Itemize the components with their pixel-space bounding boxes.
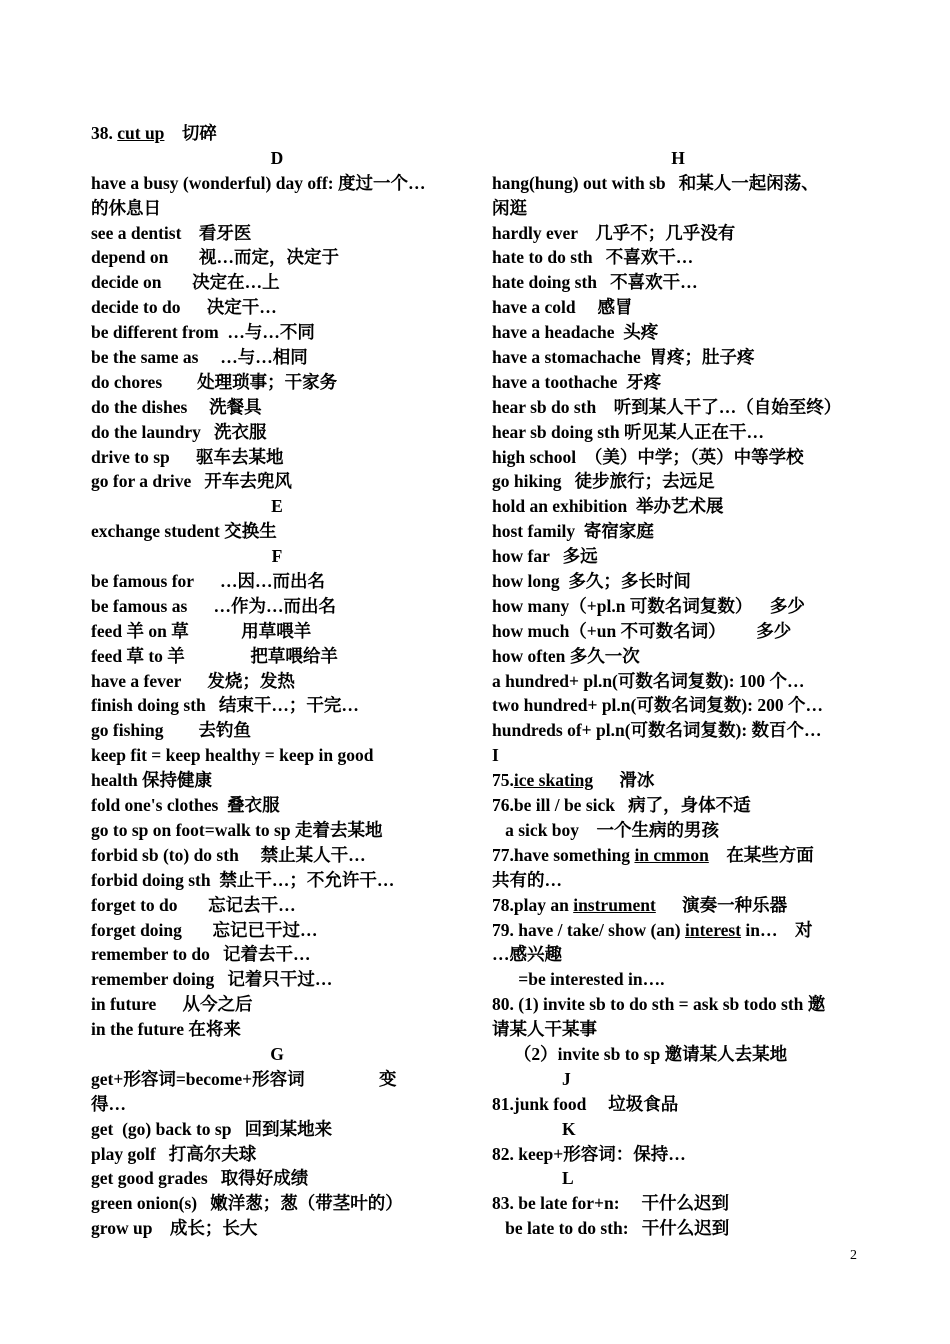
vocab-entry: go for a drive 开车去兜风 <box>91 471 292 492</box>
vocab-entry <box>492 918 864 943</box>
vocab-entry: have a headache 头疼 <box>492 322 659 343</box>
vocab-entry: host family 寄宿家庭 <box>492 521 654 542</box>
vocab-entry: green onion(s) 嫩洋葱；葱（带茎叶的） <box>91 1193 403 1214</box>
vocab-entry: be famous as …作为…而出名 <box>91 595 337 616</box>
vocab-entry: hear sb doing sth 听见某人正在干… <box>492 421 764 442</box>
vocab-entry: go to sp on foot=walk to sp 走着去某地 <box>91 819 383 840</box>
left-column <box>91 121 463 1241</box>
vocab-entry: 的休息日 <box>91 197 161 218</box>
vocab-entry: fold one's clothes 叠衣服 <box>91 795 280 816</box>
vocab-entry: get+形容词=become+形容词 变 <box>91 1068 397 1089</box>
vocab-entry: hold an exhibition 举办艺术展 <box>492 496 724 517</box>
vocab-entry: how often 多久一次 <box>492 645 640 666</box>
underlined-term: ice skating <box>513 770 594 791</box>
vocab-entry: health 保持健康 <box>91 770 213 791</box>
vocab-entry: be famous for …因…而出名 <box>91 571 325 592</box>
vocab-entry: hang(hung) out with sb 和某人一起闲荡、 <box>492 172 819 193</box>
vocab-entry: 得… <box>91 1093 126 1114</box>
entry-text: 38. <box>91 123 118 143</box>
underlined-term: interest <box>685 919 742 940</box>
vocab-entry: hear sb do sth 听到某人干了…（自始至终） <box>492 396 842 417</box>
vocab-entry: have a fever 发烧；发热 <box>91 670 295 691</box>
vocab-entry: 82. keep+形容词：保持… <box>492 1143 686 1164</box>
entry-text: in… 对 <box>741 919 813 940</box>
vocab-entry: high school （美）中学；（英）中等学校 <box>492 446 804 467</box>
vocab-entry: have a busy (wonderful) day off: 度过一个… <box>91 172 426 193</box>
vocab-entry <box>492 843 864 868</box>
vocab-entry: J <box>492 1068 571 1089</box>
vocab-entry <box>492 121 864 146</box>
vocab-entry: L <box>492 1168 574 1189</box>
vocab-entry: go hiking 徒步旅行；去远足 <box>492 471 715 492</box>
entry-text: 切碎 <box>164 123 217 143</box>
vocab-entry: hardly ever 几乎不；几乎没有 <box>492 222 736 243</box>
vocab-entry: 81.junk food 垃圾食品 <box>492 1093 679 1114</box>
right-column <box>492 121 864 1241</box>
vocab-entry <box>91 121 463 146</box>
vocab-entry: see a dentist 看牙医 <box>91 222 252 243</box>
vocab-entry: decide to do 决定干… <box>91 297 277 318</box>
vocab-entry: feed 草 to 羊 把草喂给羊 <box>91 645 338 666</box>
section-heading: D <box>270 147 284 168</box>
vocab-entry: do the dishes 洗餐具 <box>91 396 262 417</box>
underlined-term: cut up <box>117 123 165 143</box>
vocab-entry: remember doing 记着只干过… <box>91 969 333 990</box>
vocab-entry: forbid doing sth 禁止干…；不允许干… <box>91 869 395 890</box>
entry-text: 79. have / take/ show (an) <box>492 919 685 940</box>
underlined-term: instrument <box>573 894 656 915</box>
vocab-entry: go fishing 去钓鱼 <box>91 720 251 741</box>
vocab-entry: be different from …与…不同 <box>91 322 315 343</box>
vocab-entry: be late to do sth: 干什么迟到 <box>492 1218 730 1239</box>
vocab-entry: two hundred+ pl.n(可数名词复数): 200 个… <box>492 695 824 716</box>
section-heading: E <box>271 496 283 517</box>
vocab-entry: （2）invite sb to sp 邀请某人去某地 <box>492 1043 788 1064</box>
vocab-entry: get good grades 取得好成绩 <box>91 1168 309 1189</box>
vocab-entry: drive to sp 驱车去某地 <box>91 446 284 467</box>
vocab-entry: a hundred+ pl.n(可数名词复数): 100 个… <box>492 670 805 691</box>
vocab-entry: depend on 视…而定，决定于 <box>91 247 339 268</box>
section-heading: H <box>671 147 685 168</box>
section-heading: F <box>271 546 283 567</box>
vocab-entry: hundreds of+ pl.n(可数名词复数): 数百个… <box>492 720 822 741</box>
vocab-entry: in future 从今之后 <box>91 994 253 1015</box>
vocab-entry: how many（+pl.n 可数名词复数） 多少 <box>492 595 805 616</box>
vocab-entry: how far 多远 <box>492 546 598 567</box>
vocab-entry <box>492 893 864 918</box>
vocab-entry: hate to do sth 不喜欢干… <box>492 247 694 268</box>
vocab-entry: 83. be late for+n: 干什么迟到 <box>492 1193 729 1214</box>
vocab-entry: 闲逛 <box>492 197 527 218</box>
vocab-entry: forget doing 忘记已干过… <box>91 919 318 940</box>
vocab-entry: remember to do 记着去干… <box>91 944 311 965</box>
vocab-entry: 请某人干某事 <box>492 1019 597 1040</box>
vocab-entry: get (go) back to sp 回到某地来 <box>91 1118 333 1139</box>
vocab-entry: do the laundry 洗衣服 <box>91 421 267 442</box>
vocab-entry: how long 多久；多长时间 <box>492 571 691 592</box>
vocab-entry: in the future 在将来 <box>91 1019 241 1040</box>
entry-text: 77.have something <box>492 844 635 865</box>
vocab-entry: grow up 成长；长大 <box>91 1218 258 1239</box>
vocab-entry: a sick boy 一个生病的男孩 <box>492 819 720 840</box>
vocab-entry: K <box>492 1118 576 1139</box>
vocab-entry: 共有的… <box>492 869 562 890</box>
vocab-entry: have a toothache 牙疼 <box>492 371 662 392</box>
vocab-entry: how much（+un 不可数名词） 多少 <box>492 620 792 641</box>
vocab-entry: exchange student 交换生 <box>91 521 277 542</box>
vocab-entry: feed 羊 on 草 用草喂羊 <box>91 620 312 641</box>
vocab-entry: be the same as …与…相同 <box>91 347 308 368</box>
entry-text: 78.play an <box>492 894 574 915</box>
section-heading: G <box>270 1043 284 1064</box>
vocab-entry: do chores 处理琐事；干家务 <box>91 371 338 392</box>
vocab-entry: decide on 决定在…上 <box>91 272 280 293</box>
vocab-entry: …感兴趣 <box>492 944 562 965</box>
entry-text: 演奏一种乐器 <box>655 894 788 915</box>
vocab-entry <box>492 768 864 793</box>
vocab-entry: 80. (1) invite sb to do sth = ask sb todo sth 邀 <box>492 994 826 1015</box>
vocab-entry: forget to do 忘记去干… <box>91 894 296 915</box>
entry-text: 滑冰 <box>593 770 655 791</box>
entry-text: 在某些方面 <box>708 844 814 865</box>
vocab-entry: have a cold 感冒 <box>492 297 633 318</box>
vocab-entry: 76.be ill / be sick 病了，身体不适 <box>492 795 751 816</box>
vocab-entry: hate doing sth 不喜欢干… <box>492 272 698 293</box>
vocab-entry: finish doing sth 结束干…；干完… <box>91 695 359 716</box>
underlined-term: in cmmon <box>634 844 709 865</box>
vocab-entry: play golf 打高尔夫球 <box>91 1143 257 1164</box>
vocab-entry: keep fit = keep healthy = keep in good <box>91 745 374 766</box>
page-number: 2 <box>850 1248 857 1263</box>
entry-text: 75. <box>492 770 514 791</box>
vocab-entry: =be interested in…. <box>492 969 665 990</box>
vocab-entry: have a stomachache 胃疼；肚子疼 <box>492 347 755 368</box>
vocab-entry: forbid sb (to) do sth 禁止某人干… <box>91 844 366 865</box>
vocab-entry: I <box>492 745 499 766</box>
